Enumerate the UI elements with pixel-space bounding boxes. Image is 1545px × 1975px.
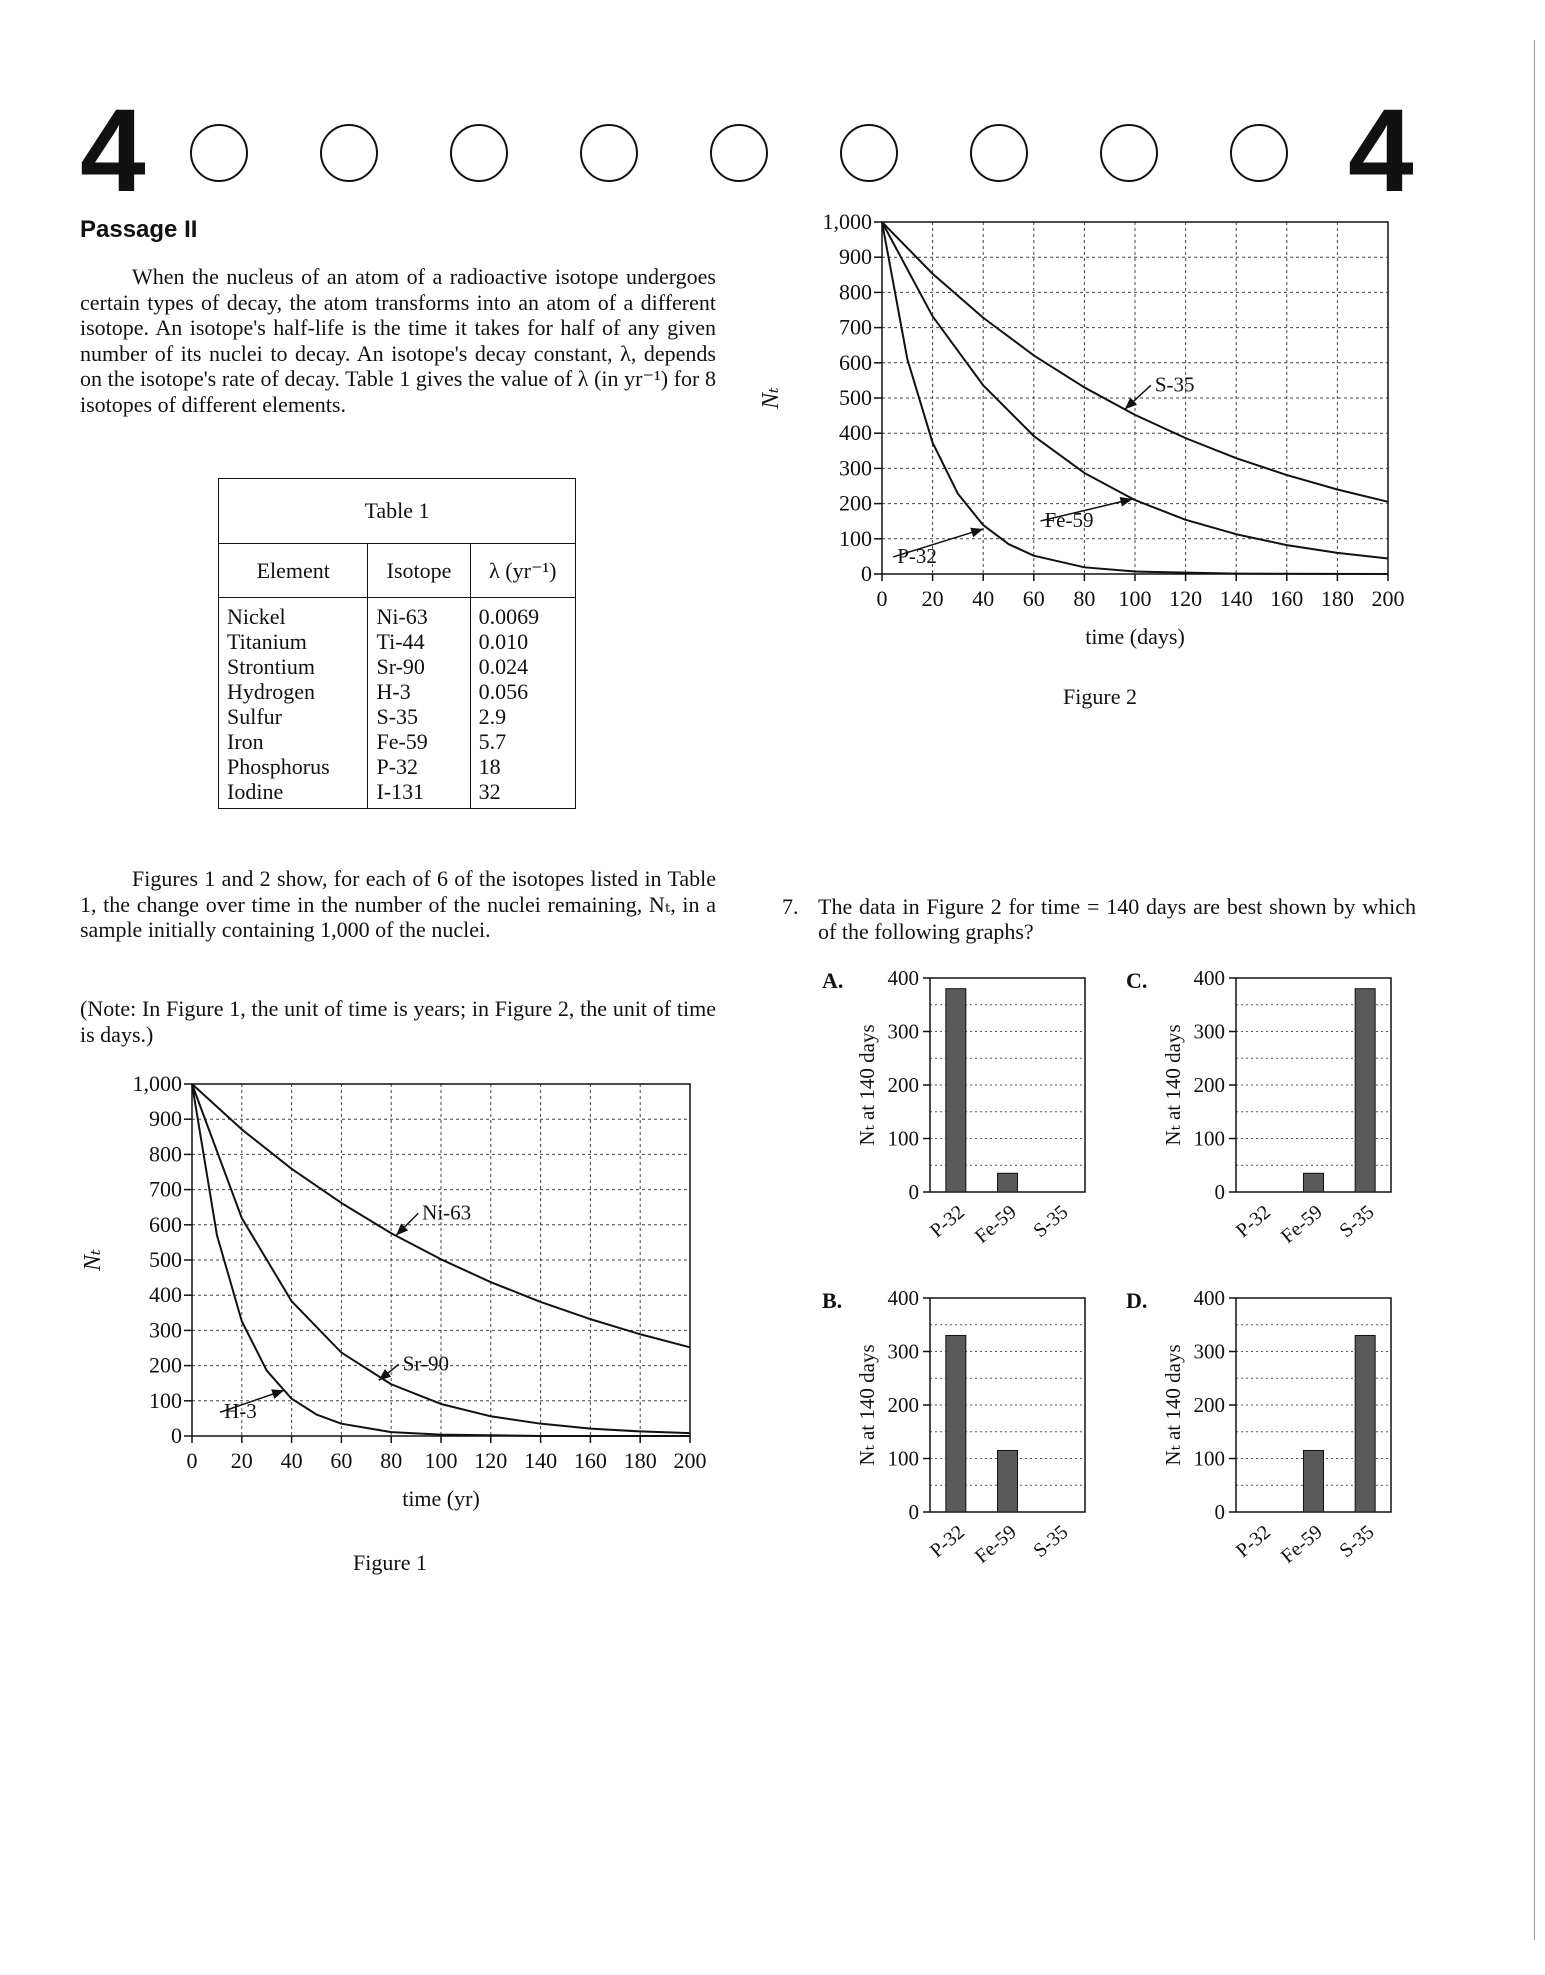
header-circle bbox=[190, 124, 248, 182]
y-tick-label: 300 bbox=[887, 1339, 919, 1364]
y-tick-label: 900 bbox=[839, 244, 872, 270]
table-1 bbox=[218, 478, 576, 809]
series-label-h-3: H-3 bbox=[224, 1399, 257, 1424]
passage-intro bbox=[80, 264, 716, 417]
x-tick-label: 120 bbox=[1169, 586, 1203, 611]
x-tick-label: 100 bbox=[1118, 586, 1152, 611]
table-cell-isotope: Fe-59 bbox=[376, 729, 428, 754]
x-tick-label: 200 bbox=[673, 1448, 707, 1473]
x-tick-label: 180 bbox=[1320, 586, 1354, 611]
table-cell-lambda: 0.0069 bbox=[478, 604, 540, 629]
option-b-label: B. bbox=[822, 1288, 843, 1313]
y-tick-label: 200 bbox=[1193, 1073, 1225, 1097]
table-cell-isotope: H-3 bbox=[376, 679, 411, 704]
x-category-label: P-32 bbox=[925, 1200, 970, 1243]
y-tick-label: 300 bbox=[839, 455, 872, 481]
y-tick-label: 0 bbox=[908, 1500, 919, 1524]
x-tick-label: 0 bbox=[876, 586, 888, 611]
x-tick-label: 140 bbox=[524, 1448, 558, 1473]
x-tick-label: 160 bbox=[573, 1448, 607, 1473]
y-tick-label: 0 bbox=[171, 1423, 182, 1448]
figure-2-chart bbox=[758, 206, 1420, 666]
header-circle bbox=[1100, 124, 1158, 182]
header-circle bbox=[710, 124, 768, 182]
series-label-s-35: S-35 bbox=[1154, 372, 1195, 397]
y-tick-label: 0 bbox=[908, 1180, 919, 1204]
y-tick-label: 400 bbox=[1193, 1286, 1225, 1310]
table-cell-element: Iodine bbox=[227, 779, 284, 804]
table-cell-lambda: 18 bbox=[478, 754, 501, 779]
y-tick-label: 800 bbox=[839, 279, 872, 305]
y-axis-label: Nₜ at 140 days bbox=[1161, 1024, 1185, 1146]
y-tick-label: 900 bbox=[149, 1106, 182, 1132]
y-tick-label: 500 bbox=[149, 1247, 182, 1272]
page-number-left: 4 bbox=[80, 85, 146, 217]
question-number: 7. bbox=[782, 894, 799, 919]
scan-margin-line bbox=[1534, 40, 1535, 1940]
y-tick-label: 400 bbox=[1193, 966, 1225, 990]
page-number-right: 4 bbox=[1348, 85, 1414, 217]
table-column-isotope bbox=[368, 598, 470, 809]
x-tick-label: 100 bbox=[424, 1448, 458, 1473]
table-cell-element: Hydrogen bbox=[227, 679, 315, 704]
table-cell-element: Nickel bbox=[227, 604, 286, 629]
figure-2-caption: Figure 2 bbox=[1063, 684, 1137, 709]
header-circles bbox=[190, 124, 1330, 184]
series-label-arrowhead bbox=[970, 528, 983, 538]
option-d-chart[interactable] bbox=[1146, 1280, 1396, 1570]
x-category-label: S-35 bbox=[1029, 1520, 1073, 1563]
series-label-ni-63: Ni-63 bbox=[422, 1200, 472, 1225]
y-tick-label: 600 bbox=[839, 349, 872, 375]
figures-text: Figures 1 and 2 show, for each of 6 of the isotopes listed in Table 1, the change over time in the number of the nuclei remaining, Nₜ, in a sample initially containing 1,000 of the nuclei. bbox=[80, 866, 716, 942]
x-category-label: S-35 bbox=[1335, 1520, 1379, 1563]
figure-1-chart bbox=[70, 1070, 710, 1530]
option-a-label: A. bbox=[822, 968, 844, 993]
y-axis-label: Nₜ at 140 days bbox=[1161, 1344, 1185, 1466]
y-tick-label: 500 bbox=[839, 385, 872, 410]
x-category-label: P-32 bbox=[1231, 1520, 1276, 1563]
bar-fe-59 bbox=[998, 1173, 1018, 1192]
x-category-label: P-32 bbox=[1231, 1200, 1276, 1243]
y-tick-label: 400 bbox=[887, 1286, 919, 1310]
y-tick-label: 400 bbox=[839, 420, 872, 446]
y-axis-label: Nₜ at 140 days bbox=[855, 1024, 879, 1146]
y-tick-label: 200 bbox=[887, 1393, 919, 1417]
table-cell-isotope: Ni-63 bbox=[376, 604, 428, 629]
header-circle bbox=[840, 124, 898, 182]
y-tick-label: 700 bbox=[839, 314, 872, 340]
y-axis-label: Nₜ bbox=[758, 387, 784, 409]
header-circle bbox=[450, 124, 508, 182]
header-circle bbox=[320, 124, 378, 182]
y-tick-label: 700 bbox=[149, 1176, 182, 1202]
series-label-arrowhead bbox=[271, 1389, 284, 1398]
table-cell-lambda: 2.9 bbox=[478, 704, 507, 729]
y-tick-label: 300 bbox=[149, 1317, 182, 1343]
y-tick-label: 800 bbox=[149, 1141, 182, 1167]
table-header-isotope: Isotope bbox=[368, 544, 470, 598]
table-cell-lambda: 32 bbox=[478, 779, 501, 804]
series-label-p-32: P-32 bbox=[897, 543, 937, 568]
bar-p-32 bbox=[946, 1335, 966, 1512]
option-c-label: C. bbox=[1126, 968, 1148, 993]
x-tick-label: 20 bbox=[230, 1448, 253, 1473]
y-tick-label: 200 bbox=[1193, 1393, 1225, 1417]
x-tick-label: 60 bbox=[330, 1448, 353, 1473]
y-tick-label: 100 bbox=[149, 1387, 182, 1413]
note-paragraph bbox=[80, 996, 716, 1047]
x-tick-label: 40 bbox=[280, 1448, 303, 1473]
y-tick-label: 100 bbox=[887, 1446, 919, 1471]
y-tick-label: 300 bbox=[1193, 1339, 1225, 1364]
table-cell-lambda: 0.010 bbox=[478, 629, 529, 654]
x-category-label: S-35 bbox=[1335, 1200, 1379, 1243]
x-axis-label: time (yr) bbox=[402, 1486, 480, 1511]
y-tick-label: 600 bbox=[149, 1211, 182, 1237]
bar-fe-59 bbox=[1304, 1450, 1324, 1512]
table-cell-element: Titanium bbox=[227, 629, 307, 654]
table-cell-element: Sulfur bbox=[227, 704, 282, 729]
table-cell-isotope: S-35 bbox=[376, 704, 419, 729]
x-category-label: Fe-59 bbox=[1276, 1520, 1327, 1568]
table-column-element bbox=[219, 598, 368, 809]
table-cell-lambda: 0.024 bbox=[478, 654, 529, 679]
y-tick-label: 200 bbox=[887, 1073, 919, 1097]
x-tick-label: 40 bbox=[972, 586, 995, 611]
x-category-label: S-35 bbox=[1029, 1200, 1073, 1243]
table-cell-element: Strontium bbox=[227, 654, 316, 679]
passage-heading: Passage II bbox=[80, 216, 198, 243]
table-column-lambda bbox=[470, 598, 575, 809]
x-tick-label: 0 bbox=[186, 1448, 198, 1473]
y-tick-label: 100 bbox=[1193, 1126, 1225, 1151]
x-axis-label: time (days) bbox=[1085, 624, 1185, 649]
x-category-label: Fe-59 bbox=[970, 1200, 1021, 1248]
x-tick-label: 80 bbox=[380, 1448, 403, 1473]
bar-fe-59 bbox=[998, 1450, 1018, 1512]
y-tick-label: 1,000 bbox=[132, 1071, 182, 1096]
x-tick-label: 160 bbox=[1270, 586, 1304, 611]
y-tick-label: 1,000 bbox=[822, 209, 872, 234]
y-tick-label: 0 bbox=[1214, 1180, 1225, 1204]
y-tick-label: 400 bbox=[887, 966, 919, 990]
x-category-label: P-32 bbox=[925, 1520, 970, 1563]
x-tick-label: 140 bbox=[1219, 586, 1253, 611]
table-cell-element: Iron bbox=[227, 729, 264, 754]
option-d-label: D. bbox=[1126, 1288, 1148, 1313]
y-tick-label: 100 bbox=[1193, 1446, 1225, 1471]
y-tick-label: 0 bbox=[861, 561, 872, 586]
header-circle bbox=[970, 124, 1028, 182]
table-cell-isotope: I-131 bbox=[376, 779, 425, 804]
bar-s-35 bbox=[1355, 1335, 1375, 1512]
y-axis-label: Nₜ bbox=[80, 1249, 106, 1271]
bar-s-35 bbox=[1355, 989, 1375, 1192]
table-cell-isotope: P-32 bbox=[376, 754, 419, 779]
table-cell-lambda: 0.056 bbox=[478, 679, 529, 704]
x-tick-label: 180 bbox=[623, 1448, 657, 1473]
table-header-element: Element bbox=[219, 544, 368, 598]
y-tick-label: 100 bbox=[887, 1126, 919, 1151]
bar-fe-59 bbox=[1304, 1173, 1324, 1192]
x-tick-label: 60 bbox=[1022, 586, 1045, 611]
header-circle bbox=[580, 124, 638, 182]
series-label-arrowhead bbox=[379, 1369, 391, 1380]
bar-p-32 bbox=[946, 989, 966, 1192]
table-cell-isotope: Ti-44 bbox=[376, 629, 425, 654]
table-header-lambda: λ (yr⁻¹) bbox=[470, 544, 575, 598]
y-tick-label: 400 bbox=[149, 1282, 182, 1308]
figures-paragraph bbox=[80, 866, 716, 943]
y-tick-label: 300 bbox=[887, 1019, 919, 1044]
y-axis-label: Nₜ at 140 days bbox=[855, 1344, 879, 1466]
y-tick-label: 300 bbox=[1193, 1019, 1225, 1044]
header-circle bbox=[1230, 124, 1288, 182]
option-c-chart[interactable] bbox=[1146, 960, 1396, 1250]
table-cell-element: Phosphorus bbox=[227, 754, 330, 779]
x-tick-label: 80 bbox=[1073, 586, 1096, 611]
y-tick-label: 200 bbox=[839, 490, 872, 516]
y-tick-label: 0 bbox=[1214, 1500, 1225, 1524]
option-b-chart[interactable] bbox=[840, 1280, 1090, 1570]
x-category-label: Fe-59 bbox=[1276, 1200, 1327, 1248]
table-title: Table 1 bbox=[219, 479, 576, 544]
x-category-label: Fe-59 bbox=[970, 1520, 1021, 1568]
series-label-sr-90: Sr-90 bbox=[402, 1351, 449, 1376]
x-tick-label: 20 bbox=[921, 586, 944, 611]
y-tick-label: 200 bbox=[149, 1352, 182, 1378]
note-text: (Note: In Figure 1, the unit of time is years; in Figure 2, the unit of time is days.) bbox=[80, 996, 716, 1047]
y-tick-label: 100 bbox=[839, 525, 872, 551]
x-tick-label: 200 bbox=[1371, 586, 1405, 611]
table-cell-isotope: Sr-90 bbox=[376, 654, 425, 679]
table-cell-lambda: 5.7 bbox=[478, 729, 507, 754]
figure-1-caption: Figure 1 bbox=[353, 1550, 427, 1575]
option-a-chart[interactable] bbox=[840, 960, 1090, 1250]
series-label-fe-59: Fe-59 bbox=[1044, 508, 1094, 533]
intro-text: When the nucleus of an atom of a radioactive isotope undergoes certain types of decay, the atom transforms into an atom of a different isotope. An isotope's half-life is the time it takes for half of any given number of its nuclei to decay. An isotope's decay constant, λ, depends on the isotope's rate of decay. Table 1 gives the value of λ (in yr⁻¹) for 8 isotopes of different elements. bbox=[80, 264, 716, 417]
question-text: The data in Figure 2 for time = 140 days are best shown by which of the following graphs? bbox=[818, 894, 1416, 944]
x-tick-label: 120 bbox=[474, 1448, 508, 1473]
